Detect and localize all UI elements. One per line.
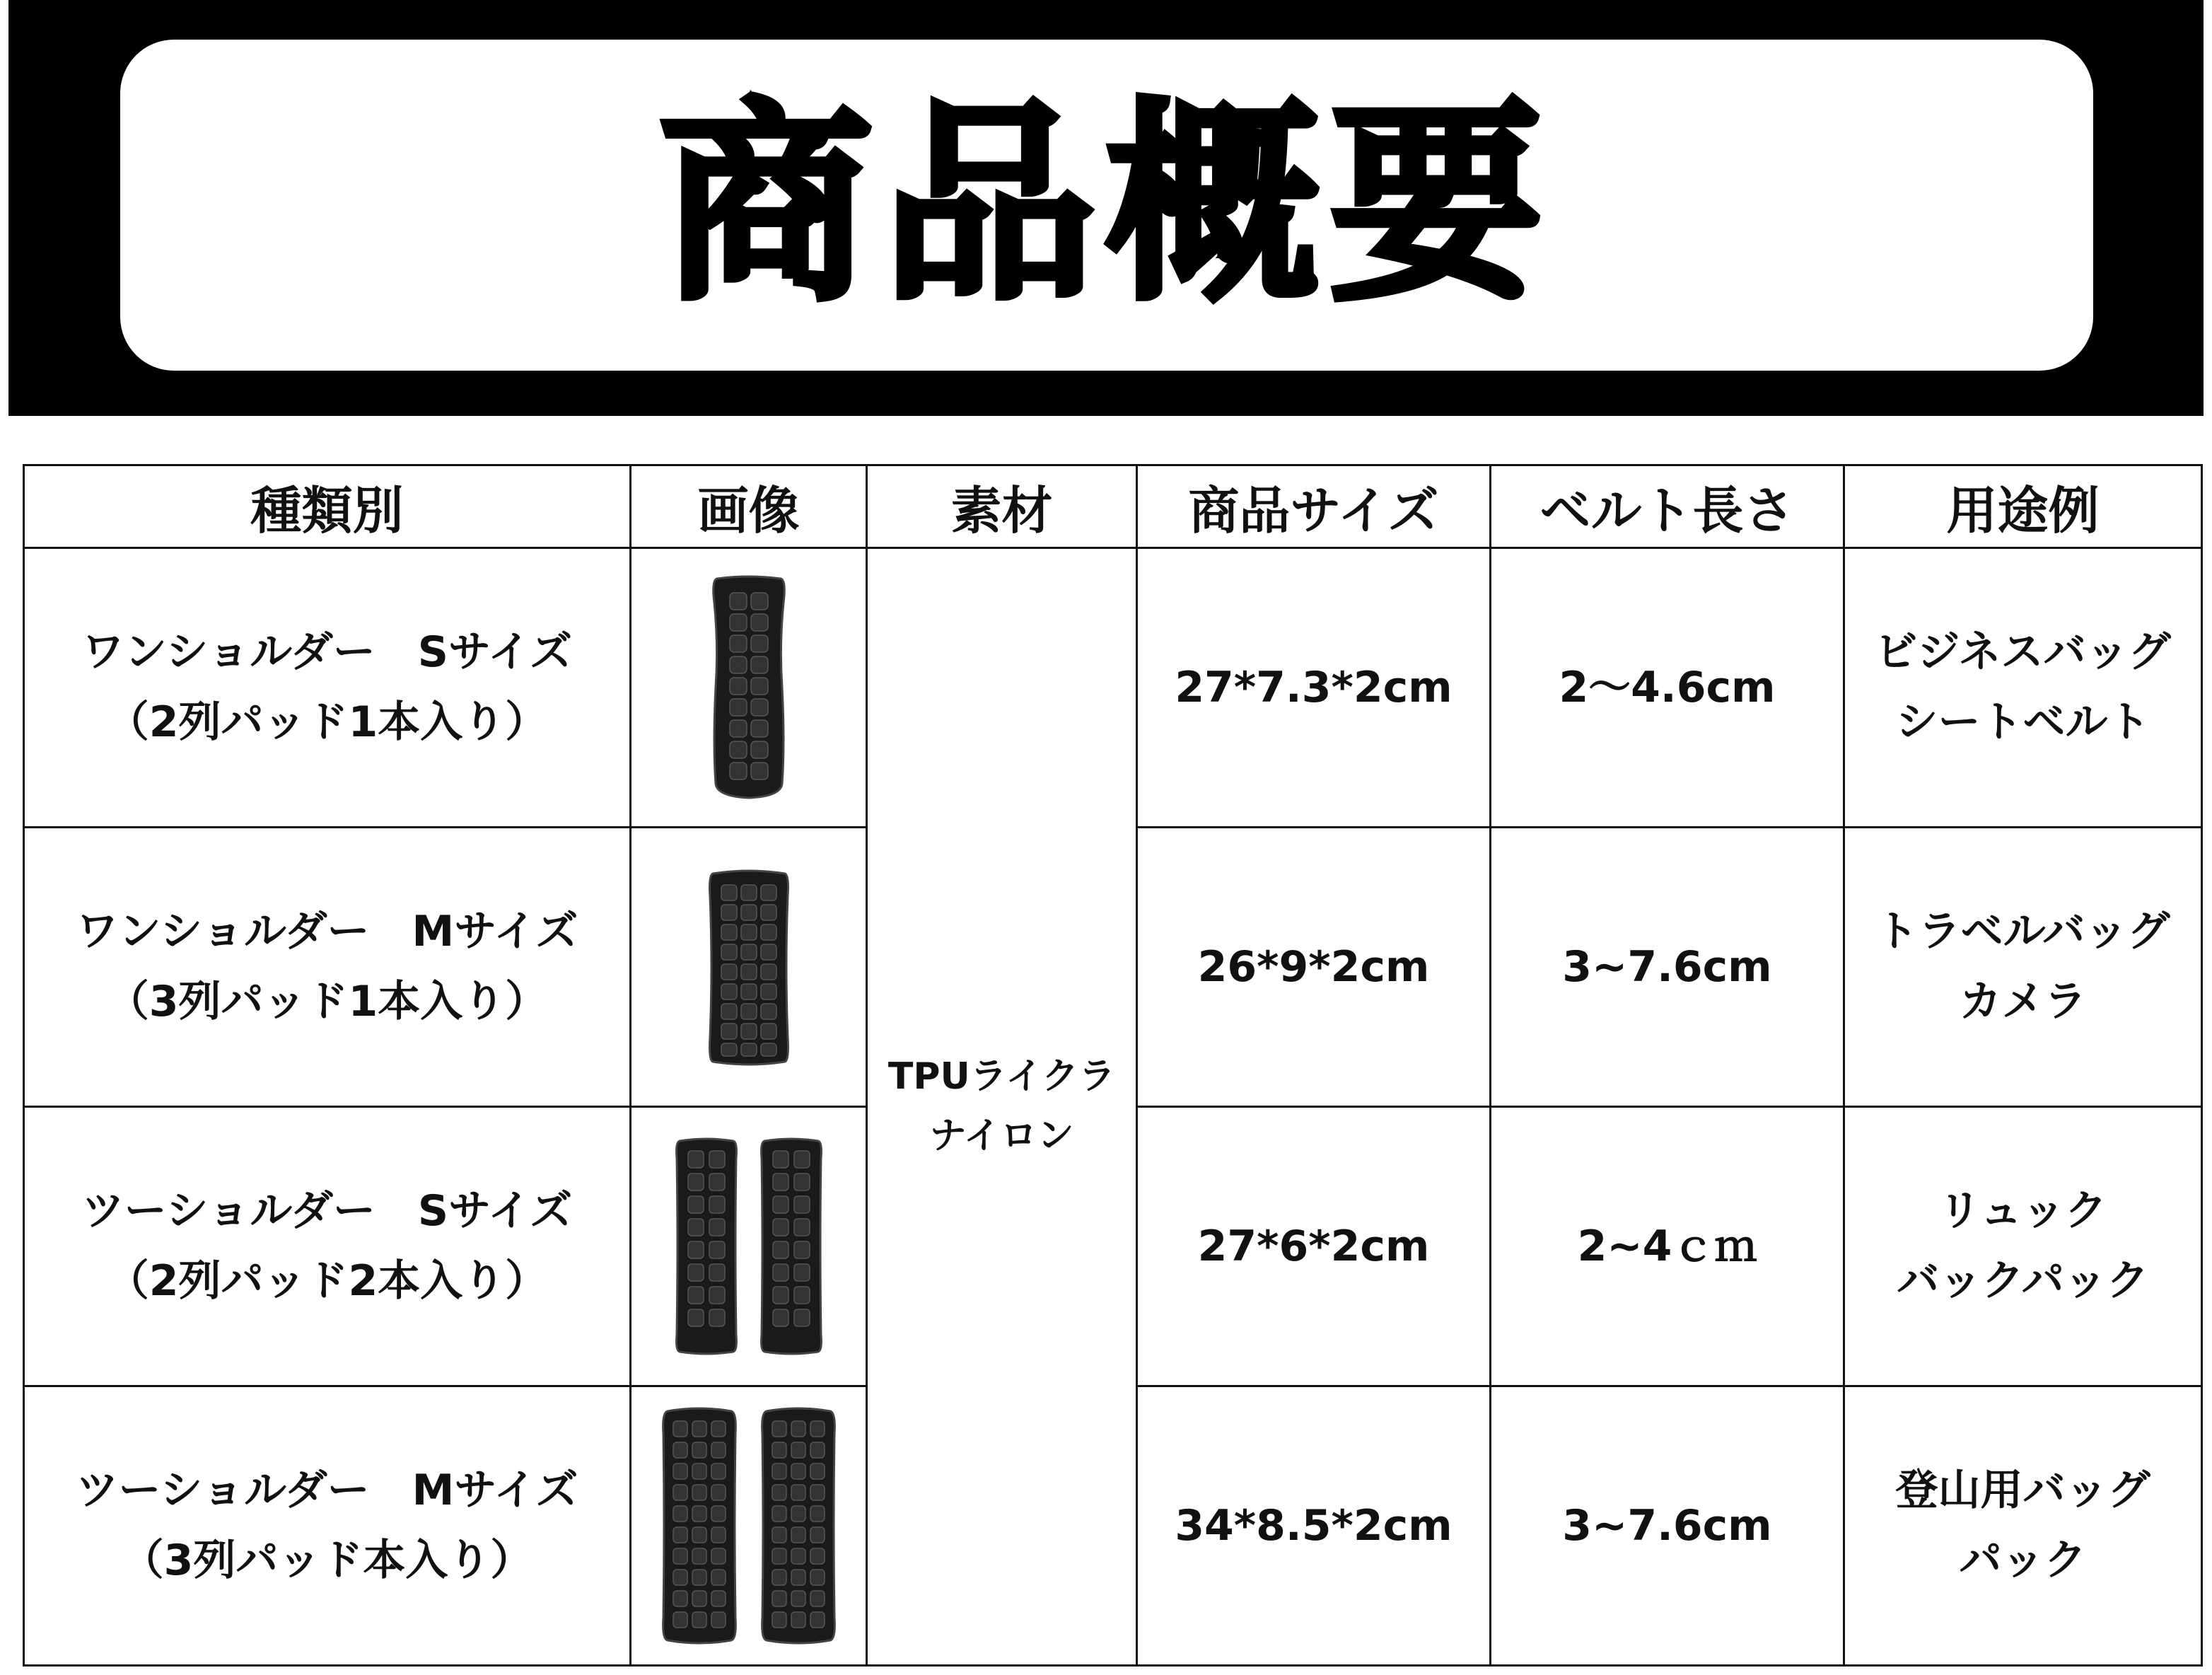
image-cell <box>631 1386 867 1666</box>
belt-length-cell: 3~7.6cm <box>1491 828 1844 1107</box>
usage-line-2: バックパック <box>1897 1256 2149 1306</box>
belt-length-cell: 2~4ｃｍ <box>1491 1107 1844 1386</box>
table-header-row <box>24 465 2202 548</box>
usage-line-2: シートベルト <box>1895 697 2150 747</box>
material-cell <box>867 548 1137 1666</box>
product-spec-table <box>23 464 2203 1667</box>
image-cell <box>631 1107 867 1386</box>
type-name: ワンショルダー Mサイズ <box>76 907 578 956</box>
pad-two-2col-icon <box>671 1137 827 1356</box>
image-cell <box>631 828 867 1107</box>
header-size: 商品サイズ <box>1137 465 1491 548</box>
usage-cell <box>1844 1386 2202 1666</box>
belt-length-cell: 3~7.6cm <box>1491 1386 1844 1666</box>
type-note: （2列パッド1本入り） <box>106 697 548 747</box>
type-cell <box>24 828 631 1107</box>
header-material: 素材 <box>867 465 1137 548</box>
pad-one-3col-icon <box>703 868 795 1066</box>
usage-cell <box>1844 828 2202 1107</box>
usage-cell <box>1844 1107 2202 1386</box>
type-name: ツーショルダー Sサイズ <box>81 1186 573 1236</box>
usage-line-2: パック <box>1959 1536 2087 1585</box>
title-banner <box>8 0 2204 416</box>
size-cell: 27*7.3*2cm <box>1137 548 1491 828</box>
size-cell: 34*8.5*2cm <box>1137 1386 1491 1666</box>
type-cell <box>24 548 631 828</box>
material-line-1: TPUライクラ <box>887 1055 1116 1099</box>
usage-line-1: 登山用バッグ <box>1895 1466 2150 1515</box>
size-cell: 26*9*2cm <box>1137 828 1491 1107</box>
type-note: （2列パッド2本入り） <box>106 1256 548 1306</box>
usage-line-1: トラベルバッグ <box>1875 907 2170 956</box>
image-cell <box>631 548 867 828</box>
type-note: （3列パッド本入り） <box>121 1536 533 1585</box>
usage-line-1: リュック <box>1938 1186 2107 1236</box>
pad-two-3col-icon <box>660 1406 837 1646</box>
size-cell: 27*6*2cm <box>1137 1107 1491 1386</box>
type-name: ツーショルダー Mサイズ <box>76 1466 578 1515</box>
header-usage: 用途例 <box>1844 465 2202 548</box>
usage-line-1: ビジネスバッグ <box>1875 627 2171 677</box>
usage-line-2: カメラ <box>1959 977 2087 1026</box>
header-image: 画像 <box>631 465 867 548</box>
header-belt-length: ベルト長さ <box>1491 465 1844 548</box>
header-type: 種類別 <box>24 465 631 548</box>
type-name: ワンショルダー Sサイズ <box>81 627 573 677</box>
belt-length-cell: 2～4.6cm <box>1491 548 1844 828</box>
type-cell <box>24 1107 631 1386</box>
pad-one-2col-icon <box>703 574 795 801</box>
title-panel <box>120 40 2093 371</box>
usage-cell <box>1844 548 2202 828</box>
table-row <box>24 548 2202 828</box>
page-title: 商品概要 <box>660 81 1554 328</box>
material-line-2: ナイロン <box>929 1114 1074 1157</box>
type-cell <box>24 1386 631 1666</box>
type-note: （3列パッド1本入り） <box>106 977 548 1026</box>
